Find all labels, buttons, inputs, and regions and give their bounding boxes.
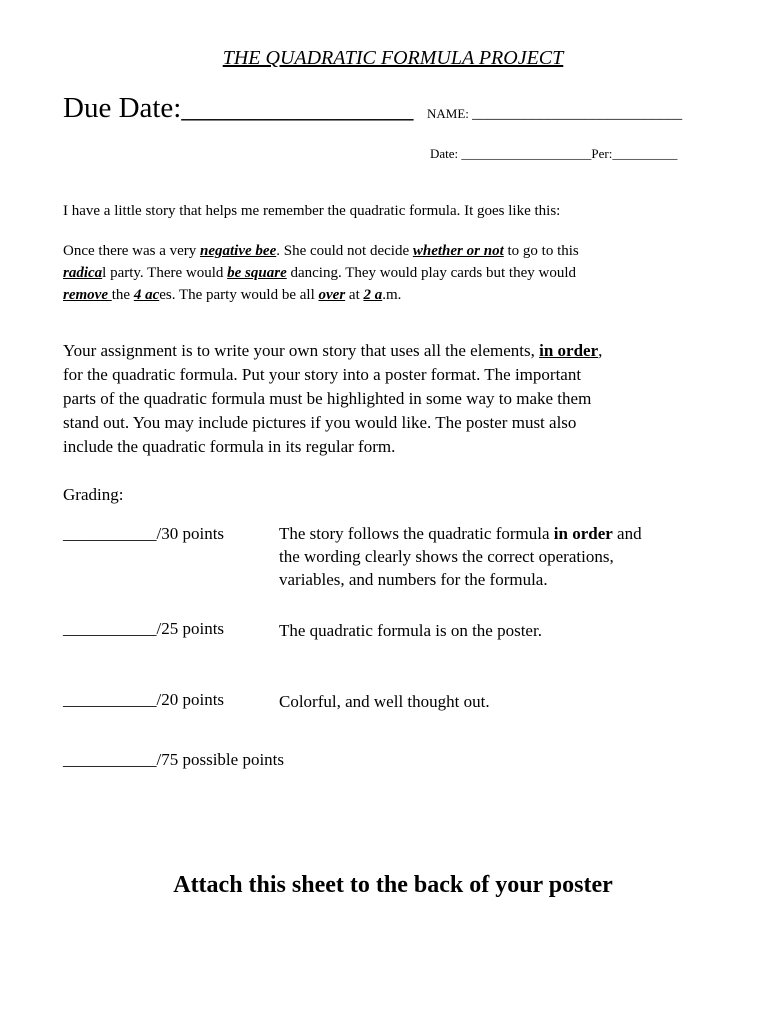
name-field[interactable] — [427, 106, 682, 123]
grade-criterion-30: The story follows the quadratic formula in order and the wording clearly shows the correct operations, variables, and numbers for the formula. — [279, 524, 642, 589]
story-term-4ac: 4 ac — [133, 287, 160, 303]
name-label: NAME: — [427, 106, 469, 121]
assignment-line-2: for the quadratic formula. Put your story into a poster format. The important — [63, 365, 582, 384]
date-label: Date: — [430, 146, 459, 161]
grade-blank-25[interactable]: ___________/25 points — [63, 619, 225, 638]
grade-blank-30[interactable]: ___________/30 points — [63, 524, 225, 543]
story-term-remove: remove — [63, 287, 112, 303]
story-term-radical: radica — [63, 265, 103, 281]
story-line-2: radical party. There would be square dancing. They would play cards but they would — [63, 265, 576, 281]
due-date-blank[interactable]: ________________ — [181, 92, 414, 124]
name-blank[interactable]: ____________________________ — [472, 106, 683, 122]
grade-criterion-20: Colorful, and well thought out. — [279, 692, 490, 711]
story-line-1: Once there was a very negative bee. She could not decide whether or not to go to this — [63, 243, 579, 259]
footer-instruction: Attach this sheet to the back of your poster — [173, 872, 613, 898]
story-term-whether-or-not: whether or not — [412, 243, 504, 259]
story-term-over: over — [318, 287, 346, 303]
per-label: Per: — [591, 146, 613, 161]
assignment-line-1: Your assignment is to write your own story that uses all the elements, in order, — [63, 341, 603, 360]
per-blank[interactable]: __________ — [612, 146, 678, 161]
assignment-line-5: include the quadratic formula in its regular form. — [63, 437, 396, 456]
due-date-label: Due Date: — [63, 92, 182, 124]
story-paragraph — [63, 240, 579, 306]
date-blank[interactable]: ____________________ — [461, 146, 592, 161]
grade-blank-total[interactable]: ___________/75 possible points — [63, 750, 285, 769]
grade-blank-20[interactable]: ___________/20 points — [63, 690, 225, 709]
assignment-paragraph — [63, 339, 602, 459]
date-field[interactable] — [430, 146, 677, 162]
story-term-be-square: be square — [227, 265, 287, 281]
story-term-2a: 2 a — [363, 287, 383, 303]
assignment-line-3: parts of the quadratic formula must be highlighted in some way to make them — [63, 389, 592, 408]
story-line-3: remove the 4 aces. The party would be all over at 2 a.m. — [63, 287, 402, 303]
due-date-field[interactable] — [63, 92, 413, 125]
assignment-line-4: stand out. You may include pictures if you would like. The poster must also — [63, 413, 577, 432]
grade-criterion-25: The quadratic formula is on the poster. — [279, 621, 542, 640]
in-order-emphasis: in order — [553, 524, 613, 543]
intro-text: I have a little story that helps me remember the quadratic formula. It goes like this: — [63, 203, 561, 219]
story-term-negative-bee: negative bee — [200, 243, 277, 259]
grading-label: Grading: — [63, 485, 124, 504]
in-order-emphasis: in order — [539, 341, 599, 360]
page-title: THE QUADRATIC FORMULA PROJECT — [222, 47, 564, 69]
